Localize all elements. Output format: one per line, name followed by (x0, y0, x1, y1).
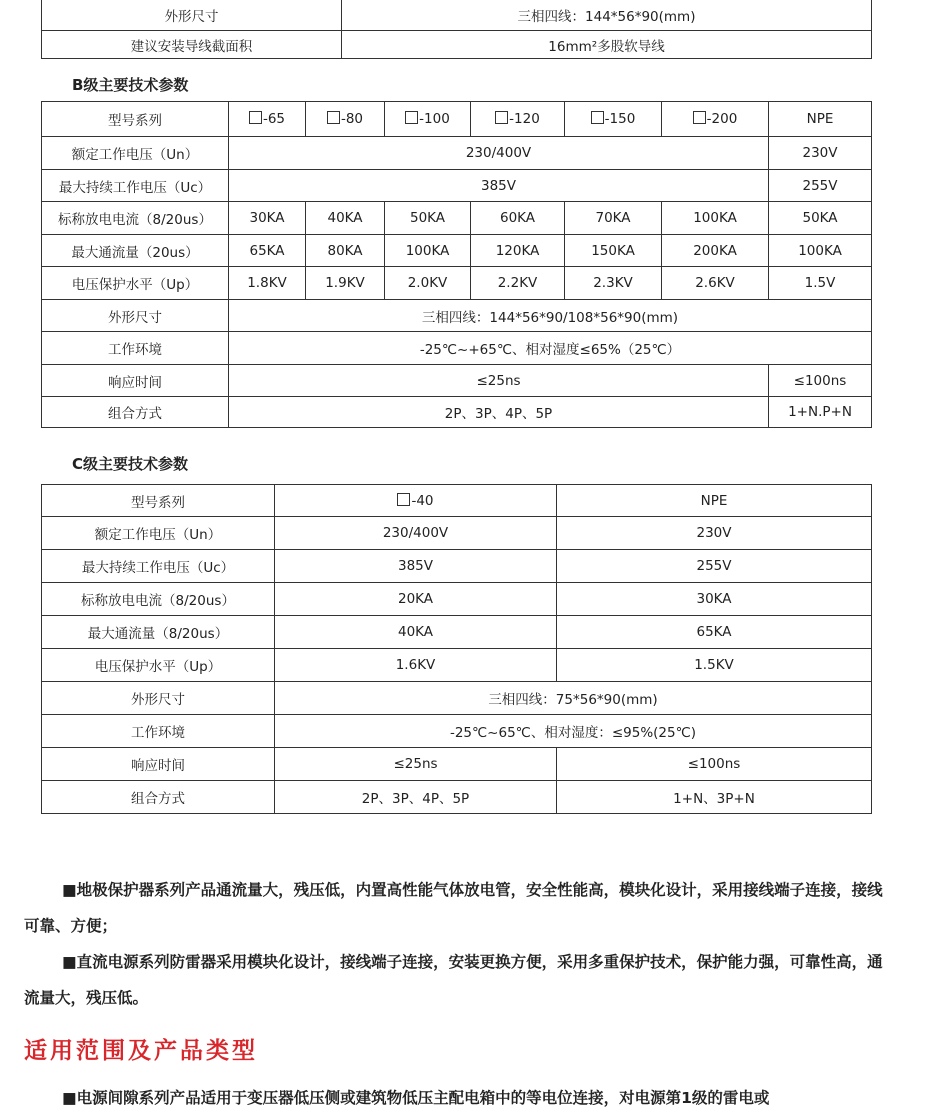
model-cell: -200 (662, 102, 769, 137)
value-cell: 1.6KV (275, 649, 557, 682)
value-cell: 2P、3P、4P、5P (275, 781, 557, 814)
npe-cell: 1+N.P+N (769, 397, 872, 428)
checkbox-square-icon (495, 111, 508, 124)
row-label: 最大持续工作电压（Uc） (42, 170, 229, 202)
value-cell: 100KA (385, 235, 471, 267)
table-row (42, 781, 872, 814)
paragraph-dc-protector: ■直流电源系列防雷器采用模块化设计，接线端子连接，安装更换方便，采用多重保护技术，保护能力强，可靠性高，通流量大，残压低。 (24, 953, 883, 1007)
row-label: 工作环境 (42, 715, 275, 748)
row-label: 电压保护水平（Up） (42, 267, 229, 300)
paragraph-spark-gap: ■电源间隙系列产品适用于变压器低压侧或建筑物低压主配电箱中的等电位连接，对电源第1级的雷电或 (62, 1089, 770, 1107)
row-label: 组合方式 (42, 781, 275, 814)
model-cell: -100 (385, 102, 471, 137)
row-label: 额定工作电压（Un） (42, 517, 275, 550)
row-label: 建议安装导线截面积 (42, 31, 342, 59)
table-row (42, 649, 872, 682)
checkbox-square-icon (327, 111, 340, 124)
row-label: 额定工作电压（Un） (42, 137, 229, 170)
row-label: 外形尺寸 (42, 682, 275, 715)
npe-cell: 255V (769, 170, 872, 202)
c-section-title: C级主要技术参数 (72, 455, 189, 473)
npe-cell: 30KA (557, 583, 872, 616)
npe-cell: ≤100ns (557, 748, 872, 781)
value-cell: 80KA (306, 235, 385, 267)
b-spec-table (41, 101, 872, 428)
value-cell: 2.3KV (565, 267, 662, 300)
value-cell: 65KA (229, 235, 306, 267)
row-label: 响应时间 (42, 365, 229, 397)
value-cell: 20KA (275, 583, 557, 616)
top-spec-table (41, 0, 872, 59)
npe-cell: 1.5V (769, 267, 872, 300)
table-row (42, 267, 872, 300)
npe-cell: 65KA (557, 616, 872, 649)
value-cell: 200KA (662, 235, 769, 267)
row-label: 最大通流量（8/20us） (42, 616, 275, 649)
row-value: 三相四线：75*56*90(mm) (275, 682, 872, 715)
row-value: 2P、3P、4P、5P (229, 397, 769, 428)
b-section-title: B级主要技术参数 (72, 76, 189, 94)
value-cell: 120KA (471, 235, 565, 267)
row-value: ≤25ns (229, 365, 769, 397)
table-row (42, 332, 872, 365)
table-row (42, 137, 872, 170)
row-label: 电压保护水平（Up） (42, 649, 275, 682)
table-row (42, 397, 872, 428)
table-row (42, 550, 872, 583)
model-cell: -120 (471, 102, 565, 137)
value-cell: 100KA (662, 202, 769, 235)
model-cell: -150 (565, 102, 662, 137)
row-label: 工作环境 (42, 332, 229, 365)
value-cell: 1.9KV (306, 267, 385, 300)
npe-cell: NPE (769, 102, 872, 137)
row-label: 外形尺寸 (42, 300, 229, 332)
value-cell: 60KA (471, 202, 565, 235)
row-value: 16mm²多股软导线 (342, 31, 872, 59)
value-cell: 230/400V (275, 517, 557, 550)
checkbox-square-icon (397, 493, 410, 506)
value-cell: 385V (275, 550, 557, 583)
table-row (42, 0, 872, 31)
table-row (42, 715, 872, 748)
value-cell: 2.2KV (471, 267, 565, 300)
table-row (42, 102, 872, 137)
row-label: 最大通流量（20us） (42, 235, 229, 267)
row-label: 组合方式 (42, 397, 229, 428)
row-value: -25℃~+65℃、相对湿度≤65%（25℃） (229, 332, 872, 365)
npe-cell: 255V (557, 550, 872, 583)
row-value: 三相四线：144*56*90/108*56*90(mm) (229, 300, 872, 332)
value-cell: ≤25ns (275, 748, 557, 781)
checkbox-square-icon (591, 111, 604, 124)
npe-cell: 50KA (769, 202, 872, 235)
value-cell: 30KA (229, 202, 306, 235)
value-cell: 50KA (385, 202, 471, 235)
npe-cell: 1.5KV (557, 649, 872, 682)
table-row (42, 748, 872, 781)
npe-cell: 1+N、3P+N (557, 781, 872, 814)
value-cell: 2.0KV (385, 267, 471, 300)
table-row (42, 31, 872, 59)
paragraph-ground-protector: ■地极保护器系列产品通流量大，残压低，内置高性能气体放电管，安全性能高，模块化设计，采用接线端子连接，接线可靠、方便； (24, 881, 883, 935)
model-cell: -80 (306, 102, 385, 137)
value-cell: 40KA (306, 202, 385, 235)
row-label: 标称放电电流（8/20us） (42, 202, 229, 235)
model-cell: -40 (275, 485, 557, 517)
row-value: -25℃~65℃、相对湿度：≤95%(25℃) (275, 715, 872, 748)
row-label: 响应时间 (42, 748, 275, 781)
table-row (42, 583, 872, 616)
row-label: 标称放电电流（8/20us） (42, 583, 275, 616)
npe-cell: NPE (557, 485, 872, 517)
value-cell: 2.6KV (662, 267, 769, 300)
row-value: 三相四线：144*56*90(mm) (342, 0, 872, 31)
section-heading: 适用范围及产品类型 (24, 1038, 258, 1064)
table-row (42, 365, 872, 397)
header-label: 型号系列 (42, 102, 229, 137)
row-value: 230/400V (229, 137, 769, 170)
checkbox-square-icon (693, 111, 706, 124)
value-cell: 70KA (565, 202, 662, 235)
table-row (42, 517, 872, 550)
npe-cell: ≤100ns (769, 365, 872, 397)
model-cell: -65 (229, 102, 306, 137)
c-spec-table (41, 484, 872, 814)
row-value: 385V (229, 170, 769, 202)
table-row (42, 202, 872, 235)
table-row (42, 300, 872, 332)
table-row (42, 235, 872, 267)
table-row (42, 170, 872, 202)
table-row (42, 485, 872, 517)
row-label: 最大持续工作电压（Uc） (42, 550, 275, 583)
value-cell: 40KA (275, 616, 557, 649)
checkbox-square-icon (405, 111, 418, 124)
npe-cell: 100KA (769, 235, 872, 267)
npe-cell: 230V (557, 517, 872, 550)
npe-cell: 230V (769, 137, 872, 170)
table-row (42, 682, 872, 715)
table-row (42, 616, 872, 649)
value-cell: 1.8KV (229, 267, 306, 300)
value-cell: 150KA (565, 235, 662, 267)
header-label: 型号系列 (42, 485, 275, 517)
row-label: 外形尺寸 (42, 0, 342, 31)
checkbox-square-icon (249, 111, 262, 124)
